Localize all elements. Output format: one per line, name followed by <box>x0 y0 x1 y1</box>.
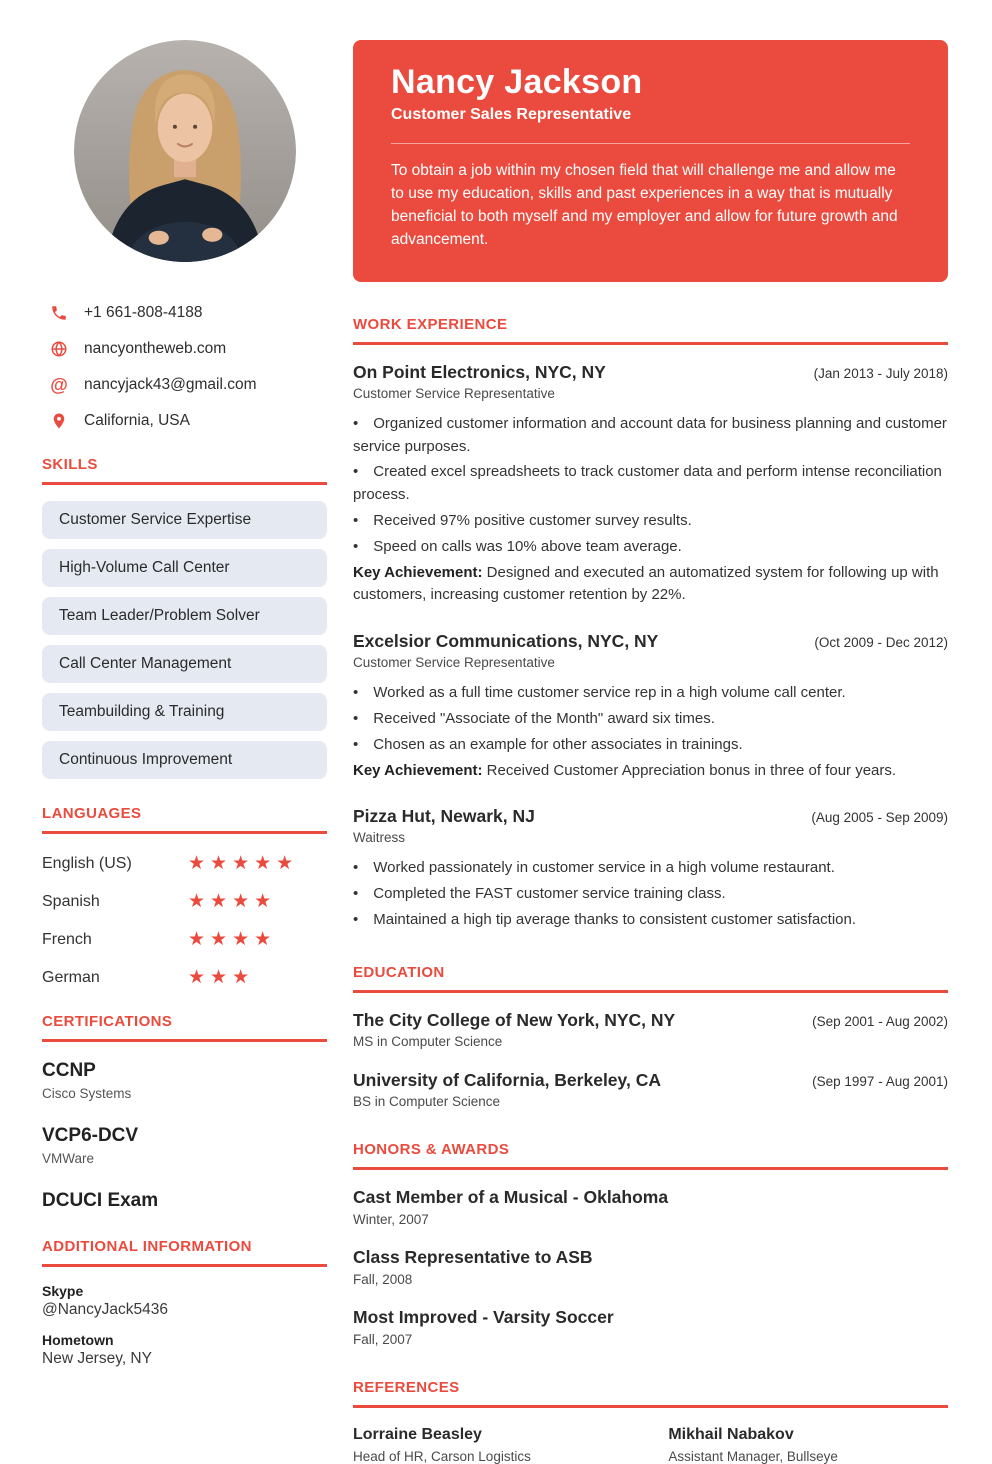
skills-section <box>42 456 327 779</box>
award-title: Most Improved - Varsity Soccer <box>353 1306 614 1327</box>
key-achievement-label: Key Achievement: <box>353 563 483 581</box>
job-entry <box>353 362 948 607</box>
contact-email <box>50 376 327 394</box>
language-name: German <box>42 968 100 986</box>
job-bullet: • Created excel spreadsheets to track customer data and perform intense reconciliation process. <box>353 461 948 507</box>
award-title: Class Representative to ASB <box>353 1246 593 1267</box>
main-column <box>353 40 948 1464</box>
job-dates: (Aug 2005 - Sep 2009) <box>811 810 948 826</box>
contact-list <box>50 304 327 430</box>
section-divider <box>42 831 327 834</box>
additional-info-item <box>42 1283 327 1319</box>
key-achievement-text: Received Customer Appreciation bonus in three of four years. <box>482 761 897 779</box>
skill-pill: Customer Service Expertise <box>42 501 327 539</box>
contact-phone <box>50 304 327 322</box>
job-bullets <box>353 413 948 559</box>
certification-name: VCP6-DCV <box>42 1125 139 1146</box>
language-name: French <box>42 930 92 948</box>
school-name: University of California, Berkeley, CA <box>353 1069 661 1090</box>
certification-item <box>42 1060 327 1101</box>
certification-name: CCNP <box>42 1060 96 1081</box>
certification-issuer: VMWare <box>42 1151 95 1166</box>
contact-phone-value: +1 661-808-4188 <box>84 304 203 321</box>
additional-info-section <box>42 1238 327 1368</box>
language-name: Spanish <box>42 892 100 910</box>
section-divider <box>353 342 948 345</box>
header-divider <box>391 143 910 144</box>
certification-item <box>42 1125 327 1166</box>
section-divider <box>42 1039 327 1042</box>
degree: MS in Computer Science <box>353 1033 503 1049</box>
job-title: Excelsior Communications, NYC, NY <box>353 631 659 652</box>
job-title: On Point Electronics, NYC, NY <box>353 361 606 382</box>
award-date: Winter, 2007 <box>353 1211 429 1227</box>
certification-name: DCUCI Exam <box>42 1190 159 1211</box>
references-section <box>353 1379 948 1464</box>
job-entry <box>353 631 948 782</box>
job-role: Waitress <box>353 830 406 846</box>
work-experience-section <box>353 316 948 932</box>
additional-info-heading: ADDITIONAL INFORMATION <box>42 1238 252 1255</box>
job-role: Customer Service Representative <box>353 385 555 401</box>
education-entry <box>353 1010 948 1049</box>
job-key-achievement <box>353 760 948 783</box>
reference-name: Lorraine Beasley <box>353 1425 482 1443</box>
contact-website-value: nancyontheweb.com <box>84 340 227 357</box>
school-name: The City College of New York, NYC, NY <box>353 1009 676 1030</box>
job-bullets <box>353 682 948 756</box>
degree: BS in Computer Science <box>353 1093 501 1109</box>
languages-section <box>42 805 327 987</box>
globe-icon <box>50 340 68 358</box>
language-name: English (US) <box>42 854 132 872</box>
language-rating-stars: ★★★★ <box>188 929 277 950</box>
job-key-achievement <box>353 562 948 608</box>
certifications-section <box>42 1013 327 1212</box>
job-bullet: • Completed the FAST customer service training class. <box>353 883 948 906</box>
additional-info-value: New Jersey, NY <box>42 1350 152 1367</box>
reference-role: Head of HR, Carson Logistics <box>353 1448 531 1464</box>
work-experience-heading: WORK EXPERIENCE <box>353 315 508 333</box>
section-divider <box>353 990 948 993</box>
person-name: Nancy Jackson <box>391 63 643 101</box>
contact-location <box>50 412 327 430</box>
language-rating-stars: ★★★★★ <box>188 853 299 874</box>
award-date: Fall, 2008 <box>353 1271 413 1287</box>
certification-item <box>42 1190 327 1212</box>
job-bullet: • Speed on calls was 10% above team average. <box>353 536 948 559</box>
section-divider <box>42 1264 327 1267</box>
key-achievement-label: Key Achievement: <box>353 761 483 779</box>
additional-info-list <box>42 1283 327 1368</box>
skill-pill: High-Volume Call Center <box>42 549 327 587</box>
sidebar <box>42 40 327 1464</box>
job-bullet: • Received "Associate of the Month" award six times. <box>353 708 948 731</box>
contact-email-value: nancyjack43@gmail.com <box>84 376 257 393</box>
job-bullet: • Received 97% positive customer survey results. <box>353 510 948 533</box>
certification-issuer: Cisco Systems <box>42 1086 132 1101</box>
skill-pill: Continuous Improvement <box>42 741 327 779</box>
email-at-icon: @ <box>50 375 68 395</box>
job-title: Pizza Hut, Newark, NJ <box>353 806 535 827</box>
language-row <box>42 892 327 911</box>
school-dates: (Sep 1997 - Aug 2001) <box>812 1073 948 1089</box>
job-bullets <box>353 857 948 931</box>
language-row <box>42 930 327 949</box>
profile-photo <box>74 40 296 262</box>
language-rating-stars: ★★★ <box>188 967 255 988</box>
honors-awards-heading: HONORS & AWARDS <box>353 1140 510 1158</box>
languages-heading: LANGUAGES <box>42 805 142 822</box>
school-dates: (Sep 2001 - Aug 2002) <box>812 1013 948 1029</box>
job-dates: (Oct 2009 - Dec 2012) <box>814 635 948 651</box>
job-entry <box>353 806 948 931</box>
skill-pill: Call Center Management <box>42 645 327 683</box>
skill-pill: Team Leader/Problem Solver <box>42 597 327 635</box>
honors-awards-section <box>353 1141 948 1347</box>
section-divider <box>353 1405 948 1408</box>
section-divider <box>353 1167 948 1170</box>
award-entry <box>353 1307 948 1347</box>
skills-list <box>42 501 327 779</box>
education-section <box>353 964 948 1109</box>
additional-info-item <box>42 1332 327 1368</box>
additional-info-value: @NancyJack5436 <box>42 1301 169 1318</box>
key-achievement-text: Designed and executed an automatized system for following up with customers, increasing customer retention by 22%. <box>353 563 939 604</box>
header-banner <box>353 40 948 282</box>
reference-role: Assistant Manager, Bullseye <box>668 1448 838 1464</box>
job-bullet: • Organized customer information and account data for business planning and customer service purposes. <box>353 413 948 459</box>
job-bullet: • Worked passionately in customer service in a high volume restaurant. <box>353 857 948 880</box>
additional-info-label: Hometown <box>42 1332 114 1348</box>
job-dates: (Jan 2013 - July 2018) <box>813 365 948 381</box>
skills-heading: SKILLS <box>42 456 98 473</box>
job-role: Customer Service Representative <box>353 655 555 671</box>
reference-entry <box>668 1426 948 1464</box>
reference-entry <box>353 1426 668 1464</box>
person-job-title: Customer Sales Representative <box>391 106 632 123</box>
job-bullet: • Maintained a high tip average thanks to consistent customer satisfaction. <box>353 909 948 932</box>
section-divider <box>42 482 327 485</box>
contact-website <box>50 340 327 358</box>
language-row <box>42 854 327 873</box>
award-entry <box>353 1187 948 1227</box>
objective-text: To obtain a job within my chosen field that will challenge me and allow me to use my education, skills and past experiences in a way that is mutually beneficial to both myself and my employer and allow for future growth and advancement. <box>391 162 898 248</box>
phone-icon <box>50 304 68 322</box>
location-pin-icon <box>50 412 68 430</box>
contact-location-value: California, USA <box>84 412 190 429</box>
certifications-list <box>42 1060 327 1212</box>
award-date: Fall, 2007 <box>353 1331 413 1347</box>
additional-info-label: Skype <box>42 1283 84 1299</box>
skill-pill: Teambuilding & Training <box>42 693 327 731</box>
references-heading: REFERENCES <box>353 1378 460 1396</box>
job-bullet: • Chosen as an example for other associates in trainings. <box>353 734 948 757</box>
award-entry <box>353 1247 948 1287</box>
education-entry <box>353 1070 948 1109</box>
references-list <box>353 1426 948 1464</box>
certifications-heading: CERTIFICATIONS <box>42 1013 173 1030</box>
reference-name: Mikhail Nabakov <box>668 1425 794 1443</box>
profile-photo-illustration <box>74 40 296 262</box>
award-title: Cast Member of a Musical - Oklahoma <box>353 1186 669 1207</box>
job-bullet: • Worked as a full time customer service rep in a high volume call center. <box>353 682 948 705</box>
language-rating-stars: ★★★★ <box>188 891 277 912</box>
language-row <box>42 968 327 987</box>
languages-list <box>42 854 327 987</box>
education-heading: EDUCATION <box>353 963 445 981</box>
